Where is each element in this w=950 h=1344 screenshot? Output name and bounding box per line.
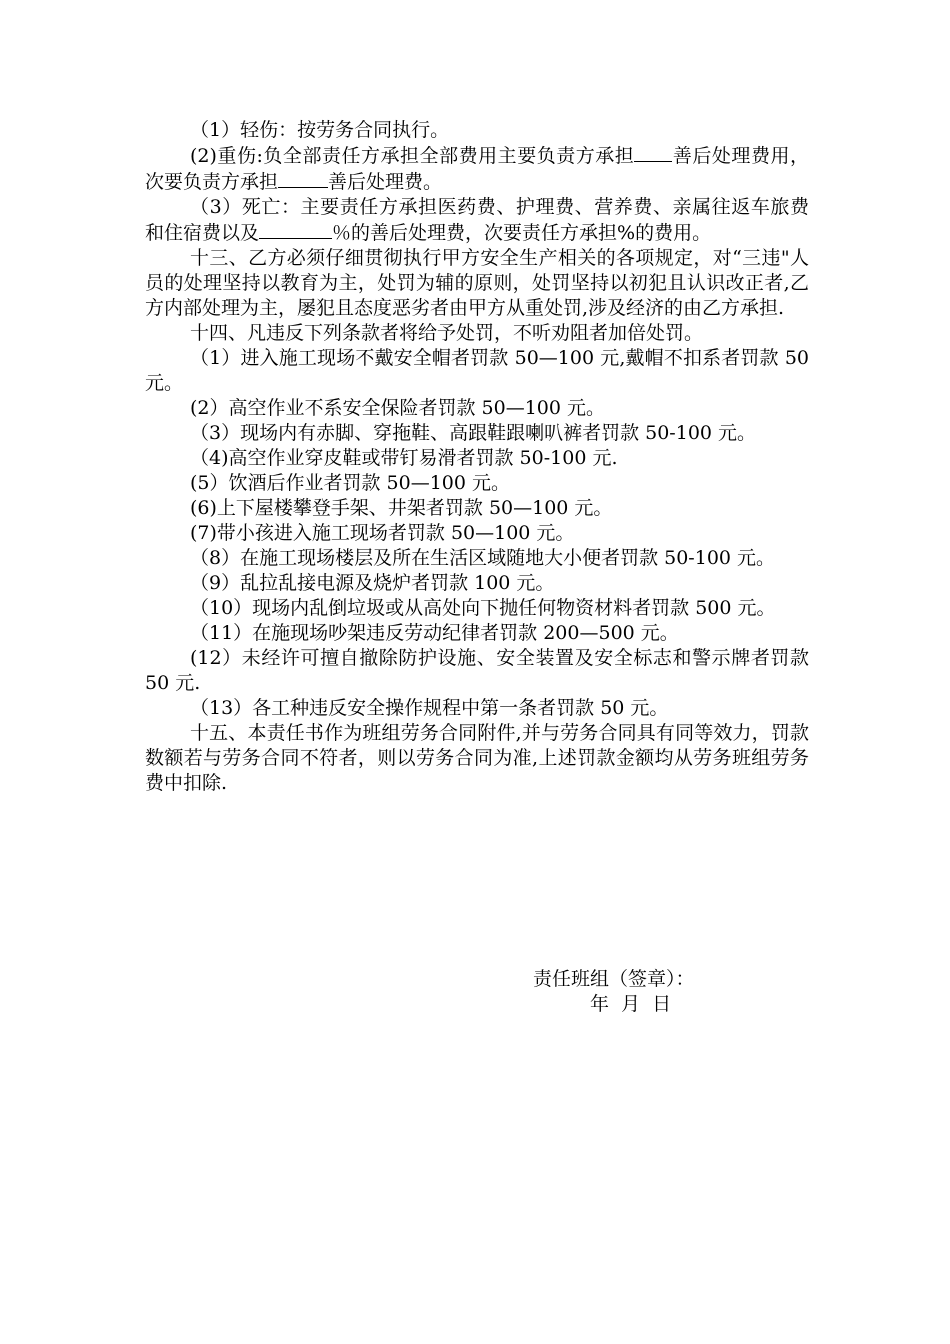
text-run: ％的善后处理费，次要责任方承担%的费用。: [332, 222, 712, 244]
penalty-item-5: [145, 471, 809, 496]
text-run: （8）在施工现场楼层及所在生活区域随地大小便者罚款 50-100 元。: [190, 547, 776, 569]
text-run: 十五、本责任书作为班组劳务合同附件,并与劳务合同具有同等效力，罚款数额若与劳务合同不符者，则以劳务合同为准,上述罚款金额均从劳务班组劳务费中扣除.: [145, 722, 809, 794]
text-run: (2)重伤:负全部责任方承担全部费用主要负责方承担: [190, 145, 635, 167]
paragraph-minor-injury: [145, 118, 809, 143]
paragraph-clause-14: [145, 321, 809, 346]
penalty-item-13: [145, 696, 809, 721]
blank-underline: [259, 220, 332, 239]
text-run: (2）高空作业不系安全保险者罚款 50—100 元。: [190, 397, 606, 419]
text-run: （1）进入施工现场不戴安全帽者罚款 50—100 元,戴帽不扣系者罚款 50 元。: [145, 347, 809, 394]
signature-block: [533, 967, 793, 1017]
text-run: (12）未经许可擅自撤除防护设施、安全装置及安全标志和警示牌者罚款 50 元.: [145, 647, 809, 694]
text-run: (7)带小孩进入施工现场者罚款 50—100 元。: [190, 522, 575, 544]
text-run: 十四、凡违反下列条款者将给予处罚，不听劝阻者加倍处罚。: [190, 322, 704, 344]
text-run: （4)高空作业穿皮鞋或带钉易滑者罚款 50-100 元.: [190, 447, 618, 469]
text-run: （1）轻伤：按劳务合同执行。: [190, 119, 450, 141]
penalty-item-8: [145, 546, 809, 571]
penalty-item-7: [145, 521, 809, 546]
paragraph-serious-injury: [145, 143, 809, 195]
text-run: 十三、乙方必须仔细贯彻执行甲方安全生产相关的各项规定，对“三违"人员的处理坚持以教育为主，处罚为辅的原则，处罚坚持以初犯且认识改正者,乙方内部处理为主，屡犯且态度恶劣者由甲方从重处罚,涉及经济的由乙方承担.: [145, 247, 809, 319]
text-run: （9）乱拉乱接电源及烧炉者罚款 100 元。: [190, 572, 555, 594]
penalty-item-11: [145, 621, 809, 646]
penalty-item-9: [145, 571, 809, 596]
text-run: (5）饮酒后作业者罚款 50—100 元。: [190, 472, 511, 494]
text-run: （11）在施现场吵架违反劳动纪律者罚款 200—500 元。: [190, 622, 679, 644]
penalty-item-1: [145, 346, 809, 396]
text-run: （10）现场内乱倒垃圾或从高处向下抛任何物资材料者罚款 500 元。: [190, 597, 776, 619]
penalty-item-12: [145, 646, 809, 696]
text-run: 善后处理费。: [328, 171, 443, 193]
blank-underline: [278, 169, 328, 188]
text-run: （3）现场内有赤脚、穿拖鞋、高跟鞋跟喇叭裤者罚款 50-100 元。: [190, 422, 757, 444]
penalty-item-4: [145, 446, 809, 471]
paragraph-death: [145, 195, 809, 246]
paragraph-clause-13: [145, 246, 809, 321]
signature-date: 年 月 日: [590, 993, 672, 1015]
text-run: (6)上下屋楼攀登手架、井架者罚款 50—100 元。: [190, 497, 613, 519]
penalty-item-10: [145, 596, 809, 621]
text-run: 善后处理费用，次要负责方承担: [145, 145, 809, 193]
penalty-item-6: [145, 496, 809, 521]
document-body: [145, 118, 809, 796]
paragraph-clause-15: [145, 721, 809, 796]
text-run: （3）死亡：主要责任方承担医药费、护理费、营养费、亲属往返车旅费和住宿费以及: [145, 196, 809, 244]
text-run: （13）各工种违反安全操作规程中第一条者罚款 50 元。: [190, 697, 669, 719]
penalty-item-3: [145, 421, 809, 446]
blank-underline: [634, 143, 672, 162]
signature-label: 责任班组（签章）：: [533, 968, 695, 990]
penalty-item-2: [145, 396, 809, 421]
